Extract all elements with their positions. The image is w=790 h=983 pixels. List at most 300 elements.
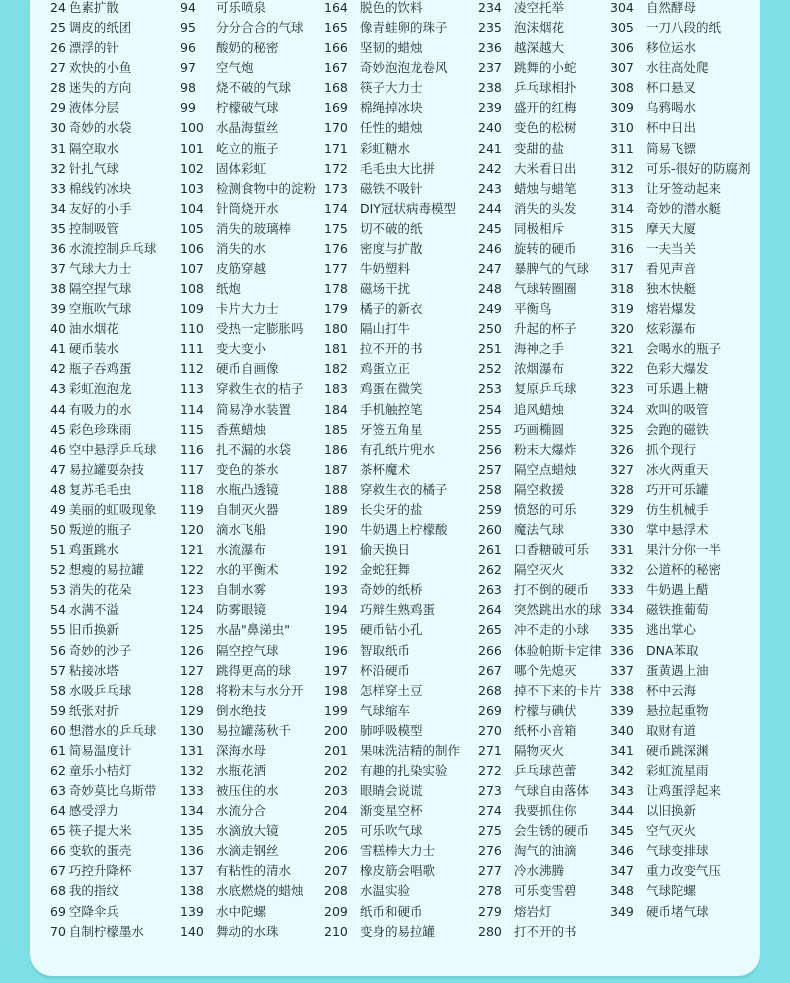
list-item (478, 902, 602, 922)
item-number: 51 (50, 542, 66, 558)
item-title: 追风蜡烛 (514, 401, 565, 417)
list-item (50, 922, 156, 942)
list-item (324, 540, 460, 560)
item-number: 168 (324, 80, 348, 96)
item-title: 牛奶遇上醋 (646, 582, 709, 598)
item-title: 冷水沸腾 (514, 863, 565, 879)
item-number: 310 (610, 120, 634, 136)
item-title: 暴脾气的气球 (514, 261, 590, 277)
item-number: 314 (610, 200, 634, 216)
item-number: 121 (180, 542, 204, 558)
item-title: 酸奶的秘密 (216, 40, 279, 56)
list-item (478, 279, 602, 299)
list-item (478, 179, 602, 199)
list-item (180, 881, 316, 901)
item-title: 重力改变气压 (646, 863, 722, 879)
list-item (50, 641, 156, 661)
list-item (50, 219, 156, 239)
item-title: 蜡烛与蜡笔 (514, 180, 577, 196)
list-item (180, 159, 316, 179)
item-title: 分分合合的气球 (216, 20, 304, 36)
item-title: 同极相斥 (514, 220, 565, 236)
item-number: 36 (50, 240, 66, 256)
item-number: 61 (50, 742, 66, 758)
item-title: 简易飞镖 (646, 140, 697, 156)
item-title: 针扎气球 (68, 160, 119, 176)
item-title: 大米看日出 (514, 160, 577, 176)
item-title: 硬币堵气球 (646, 903, 709, 919)
list-item (180, 359, 316, 379)
item-number: 113 (180, 381, 204, 397)
list-item (324, 841, 460, 861)
item-title: 让牙签动起来 (646, 180, 722, 196)
list-item (50, 279, 156, 299)
item-number: 320 (610, 321, 634, 337)
list-item (50, 339, 156, 359)
list-item (180, 400, 316, 420)
item-number: 266 (478, 642, 502, 658)
item-number: 110 (180, 321, 204, 337)
list-item (478, 641, 602, 661)
list-item (610, 38, 751, 58)
item-title: 越深越大 (514, 40, 565, 56)
item-title: 水流控制乒乓球 (68, 240, 157, 256)
list-item (50, 18, 156, 38)
list-item (478, 661, 602, 681)
item-number: 262 (478, 562, 502, 578)
item-number: 139 (180, 903, 204, 919)
item-title: 纸炮 (216, 281, 242, 297)
list-item (324, 159, 460, 179)
list-item (180, 641, 316, 661)
item-title: 气球变排球 (646, 843, 709, 859)
item-title: 一夫当关 (646, 240, 697, 256)
item-title: 硬币自画像 (216, 361, 279, 377)
item-title: DNA苯取 (646, 642, 699, 658)
list-item (180, 500, 316, 520)
item-number: 280 (478, 923, 502, 939)
item-number: 164 (324, 0, 348, 15)
item-title: 空气炮 (216, 60, 254, 76)
item-number: 124 (180, 602, 204, 618)
item-number: 97 (180, 60, 196, 76)
item-title: 密度与扩散 (360, 240, 423, 256)
list-item (324, 821, 460, 841)
item-number: 98 (180, 80, 196, 96)
item-number: 49 (50, 501, 66, 517)
item-number: 348 (610, 883, 634, 899)
list-item (478, 580, 602, 600)
item-number: 179 (324, 301, 348, 317)
item-number: 105 (180, 220, 204, 236)
item-number: 206 (324, 843, 348, 859)
item-number: 324 (610, 401, 634, 417)
list-item (50, 159, 156, 179)
list-item (610, 400, 751, 420)
item-title: 滴水飞船 (216, 522, 267, 538)
list-item (610, 420, 751, 440)
item-number: 33 (50, 180, 66, 196)
item-title: 奇妙泡泡龙卷风 (360, 60, 448, 76)
item-title: 会跑的磁铁 (646, 421, 709, 437)
list-item (50, 902, 156, 922)
item-title: 打不开的书 (514, 923, 577, 939)
list-item (180, 38, 316, 58)
item-number: 102 (180, 160, 204, 176)
list-item (50, 199, 156, 219)
item-title: 水瓶凸透镜 (216, 481, 279, 497)
list-item (180, 761, 316, 781)
item-number: 95 (180, 20, 196, 36)
list-item (50, 139, 156, 159)
item-number: 174 (324, 200, 348, 216)
list-item (180, 118, 316, 138)
item-title: 水滴放大镜 (216, 823, 279, 839)
list-item (478, 420, 602, 440)
item-title: 空瓶吹气球 (68, 301, 132, 317)
item-number: 119 (180, 501, 204, 517)
item-number: 316 (610, 240, 634, 256)
item-title: 奇妙的纸桥 (360, 582, 423, 598)
item-number: 277 (478, 863, 502, 879)
item-title: 筷子大力士 (360, 80, 423, 96)
item-number: 171 (324, 140, 348, 156)
item-number: 41 (50, 341, 66, 357)
list-item (50, 661, 156, 681)
list-item (180, 801, 316, 821)
list-item (50, 701, 156, 721)
item-number: 307 (610, 60, 634, 76)
item-number: 276 (478, 843, 502, 859)
list-item (50, 560, 156, 580)
item-title: 有吸力的水 (68, 401, 132, 417)
item-title: 想瘦的易拉罐 (68, 562, 144, 578)
item-title: 复苏毛毛虫 (68, 481, 132, 497)
list-item (324, 520, 460, 540)
list-item (50, 480, 156, 500)
item-title: 偷天换日 (360, 542, 411, 558)
list-item (610, 259, 751, 279)
item-title: 平衡鸟 (514, 301, 552, 317)
list-item (324, 580, 460, 600)
item-title: 色素扩散 (68, 0, 119, 15)
list-item (180, 219, 316, 239)
list-item (478, 359, 602, 379)
item-title: 蛋黄遇上油 (646, 662, 709, 678)
item-number: 50 (50, 522, 66, 538)
item-title: 怎样穿土豆 (360, 682, 423, 698)
list-item (180, 661, 316, 681)
list-item (50, 359, 156, 379)
list-item (610, 460, 751, 480)
list-item (478, 299, 602, 319)
item-title: 棉线钓冰块 (68, 180, 132, 196)
item-title: 控制吸管 (68, 220, 119, 236)
item-number: 197 (324, 662, 348, 678)
item-number: 57 (50, 662, 66, 678)
list-column (180, 0, 316, 942)
item-number: 30 (50, 120, 66, 136)
list-item (324, 681, 460, 701)
list-item (324, 179, 460, 199)
list-item (180, 259, 316, 279)
item-number: 279 (478, 903, 502, 919)
item-title: 乒乓球相扑 (514, 80, 577, 96)
list-item (50, 781, 156, 801)
list-item (610, 761, 751, 781)
item-title: 气球陀螺 (646, 883, 697, 899)
item-number: 63 (50, 783, 66, 799)
list-item (478, 0, 602, 18)
list-item (324, 701, 460, 721)
list-item (610, 98, 751, 118)
item-number: 32 (50, 160, 66, 176)
item-number: 136 (180, 843, 204, 859)
list-item (610, 641, 751, 661)
item-title: 复原乒乓球 (514, 381, 577, 397)
list-item (50, 761, 156, 781)
item-number: 94 (180, 0, 196, 15)
item-title: 魔法气球 (514, 522, 565, 538)
item-number: 237 (478, 60, 502, 76)
item-number: 70 (50, 923, 66, 939)
list-item (180, 440, 316, 460)
item-number: 207 (324, 863, 348, 879)
item-title: 掉不下来的卡片 (514, 682, 602, 698)
item-number: 96 (180, 40, 196, 56)
item-number: 48 (50, 481, 66, 497)
item-title: 隔空取水 (68, 140, 119, 156)
item-title: 橘子的新衣 (360, 301, 423, 317)
list-item (610, 520, 751, 540)
item-title: 掌中悬浮术 (646, 522, 709, 538)
item-title: 熔岩爆发 (646, 301, 697, 317)
item-title: 可乐吹气球 (360, 823, 423, 839)
item-number: 199 (324, 702, 348, 718)
item-number: 346 (610, 843, 634, 859)
item-number: 253 (478, 381, 502, 397)
item-title: 漂浮的针 (68, 40, 119, 56)
item-number: 107 (180, 261, 204, 277)
item-number: 251 (478, 341, 502, 357)
item-title: 固体彩虹 (216, 160, 267, 176)
item-number: 250 (478, 321, 502, 337)
item-number: 133 (180, 783, 204, 799)
item-title: 想潜水的乒乓球 (68, 722, 157, 738)
list-item (324, 299, 460, 319)
item-number: 65 (50, 823, 66, 839)
item-number: 106 (180, 240, 204, 256)
item-title: 一刀八段的纸 (646, 20, 722, 36)
item-number: 52 (50, 562, 66, 578)
item-title: 牛奶遇上柠檬酸 (360, 522, 448, 538)
item-number: 186 (324, 441, 348, 457)
list-item (50, 600, 156, 620)
item-number: 205 (324, 823, 348, 839)
item-number: 245 (478, 220, 502, 236)
list-item (50, 319, 156, 339)
item-number: 178 (324, 281, 348, 297)
list-item (50, 520, 156, 540)
item-title: 水流分合 (216, 803, 267, 819)
item-title: 巧开可乐罐 (646, 481, 709, 497)
item-number: 55 (50, 622, 66, 638)
list-item (180, 600, 316, 620)
list-item (50, 400, 156, 420)
item-title: 自制水雾 (216, 582, 267, 598)
list-item (610, 600, 751, 620)
item-title: 长尖牙的盐 (360, 501, 423, 517)
list-item (478, 159, 602, 179)
item-number: 243 (478, 180, 502, 196)
item-number: 43 (50, 381, 66, 397)
item-title: 卡片大力士 (216, 301, 279, 317)
item-title: 变身的易拉罐 (360, 923, 436, 939)
item-number: 187 (324, 461, 348, 477)
item-title: 会生锈的硬币 (514, 823, 590, 839)
item-title: 彩虹泡泡龙 (68, 381, 132, 397)
item-title: 变色的茶水 (216, 461, 279, 477)
list-item (324, 0, 460, 18)
item-title: 受热一定膨胀吗 (216, 321, 304, 337)
item-number: 64 (50, 803, 66, 819)
list-item (610, 881, 751, 901)
list-item (610, 139, 751, 159)
item-title: 杯沿硬币 (360, 662, 411, 678)
list-item (324, 420, 460, 440)
item-number: 203 (324, 783, 348, 799)
list-item (180, 58, 316, 78)
item-title: 消失的花朵 (68, 582, 132, 598)
item-title: 牙签五角星 (360, 421, 423, 437)
item-title: 皮筋穿越 (216, 261, 267, 277)
list-item (50, 420, 156, 440)
item-title: 变甜的盐 (514, 140, 565, 156)
item-title: 移位运水 (646, 40, 697, 56)
list-item (478, 922, 602, 942)
item-title: 冰火两重天 (646, 461, 709, 477)
item-title: 有孔纸片兜水 (360, 441, 436, 457)
item-title: 牛奶塑料 (360, 261, 411, 277)
item-title: 消失的玻璃棒 (216, 220, 292, 236)
list-item (610, 159, 751, 179)
list-item (324, 199, 460, 219)
item-number: 132 (180, 762, 204, 778)
item-title: 彩色珍珠雨 (68, 421, 132, 437)
list-item (50, 460, 156, 480)
list-item (478, 460, 602, 480)
item-title: 水晶"鼻涕虫" (216, 622, 290, 638)
item-number: 44 (50, 401, 66, 417)
item-number: 166 (324, 40, 348, 56)
item-number: 265 (478, 622, 502, 638)
item-number: 188 (324, 481, 348, 497)
list-item (50, 881, 156, 901)
item-title: 巧控升降杯 (68, 863, 132, 879)
item-number: 25 (50, 20, 66, 36)
item-number: 60 (50, 722, 66, 738)
item-number: 313 (610, 180, 634, 196)
item-number: 334 (610, 602, 634, 618)
list-item (180, 781, 316, 801)
list-item (324, 38, 460, 58)
item-number: 135 (180, 823, 204, 839)
list-item (50, 841, 156, 861)
list-item (180, 922, 316, 942)
item-number: 176 (324, 240, 348, 256)
item-title: 旧币换新 (68, 622, 119, 638)
item-title: 升起的杯子 (514, 321, 577, 337)
list-item (180, 540, 316, 560)
item-title: 果汁分你一半 (646, 542, 722, 558)
item-number: 274 (478, 803, 502, 819)
item-title: 哪个先熄灭 (514, 662, 577, 678)
list-item (610, 379, 751, 399)
item-number: 304 (610, 0, 634, 15)
item-number: 275 (478, 823, 502, 839)
item-number: 235 (478, 20, 502, 36)
item-title: 以旧换新 (646, 803, 697, 819)
list-item (478, 339, 602, 359)
list-item (610, 279, 751, 299)
item-number: 315 (610, 220, 634, 236)
item-number: 234 (478, 0, 502, 15)
list-item (478, 379, 602, 399)
item-number: 125 (180, 622, 204, 638)
item-number: 260 (478, 522, 502, 538)
list-item (180, 299, 316, 319)
item-title: 雪糕棒大力士 (360, 843, 436, 859)
item-number: 182 (324, 361, 348, 377)
item-number: 28 (50, 80, 66, 96)
list-item (50, 681, 156, 701)
item-title: 抓个现行 (646, 441, 697, 457)
item-title: 穿救生衣的桔子 (216, 381, 304, 397)
item-title: 鸡蛋在微笑 (360, 381, 423, 397)
list-item (180, 18, 316, 38)
item-number: 173 (324, 180, 348, 196)
list-item (180, 580, 316, 600)
item-number: 257 (478, 461, 502, 477)
list-item (610, 902, 751, 922)
item-title: 易拉罐荡秋千 (216, 722, 292, 738)
item-number: 327 (610, 461, 634, 477)
list-item (180, 199, 316, 219)
list-item (478, 199, 602, 219)
item-title: 柠檬与碘伏 (514, 702, 577, 718)
item-title: 自然酵母 (646, 0, 697, 15)
item-title: 独木快艇 (646, 281, 697, 297)
list-column (478, 0, 602, 942)
list-item (324, 881, 460, 901)
list-item (180, 821, 316, 841)
list-item (478, 239, 602, 259)
item-number: 259 (478, 501, 502, 517)
item-title: 浓烟瀑布 (514, 361, 565, 377)
item-number: 138 (180, 883, 204, 899)
item-title: 果味洗洁精的制作 (360, 742, 461, 758)
list-item (610, 741, 751, 761)
item-number: 210 (324, 923, 348, 939)
item-number: 342 (610, 762, 634, 778)
item-title: 消失的头发 (514, 200, 577, 216)
item-title: 海神之手 (514, 341, 565, 357)
item-number: 255 (478, 421, 502, 437)
list-item (50, 78, 156, 98)
item-number: 333 (610, 582, 634, 598)
item-title: 口香糖破可乐 (514, 542, 590, 558)
list-item (324, 139, 460, 159)
